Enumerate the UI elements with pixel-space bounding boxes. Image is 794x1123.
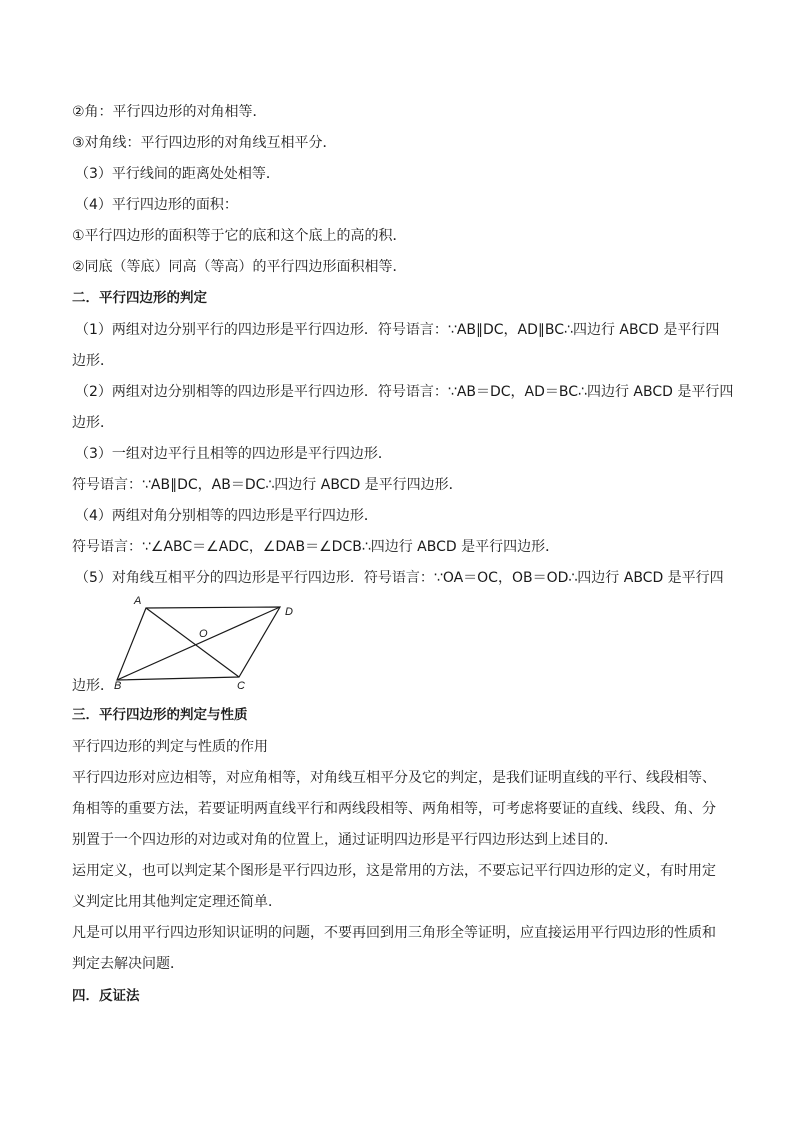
text-line-area-formula: ①平行四边形的面积等于它的底和这个底上的高的积． xyxy=(72,228,407,244)
vertex-label-d: D xyxy=(285,606,293,618)
text-line-area-heading: （4）平行四边形的面积： xyxy=(75,197,238,213)
vertex-label-c: C xyxy=(237,680,245,692)
text-line-parallel-distance: （3）平行线间的距离处处相等． xyxy=(75,166,280,182)
text-line-role-title: 平行四边形的判定与性质的作用 xyxy=(72,739,268,755)
text-line-criterion-2: （2）两组对边分别相等的四边形是平行四边形．符号语言：∵AB＝DC，AD＝BC∴四边行 ABCD 是平行四 xyxy=(75,384,734,400)
text-line-criterion-4-symbol: 符号语言：∵∠ABC＝∠ADC，∠DAB＝∠DCB∴四边行 ABCD 是平行四边形． xyxy=(72,539,560,555)
text-line-diagonal-property: ③对角线：平行四边形的对角线互相平分． xyxy=(72,135,337,151)
section-heading-determination: 二．平行四边形的判定 xyxy=(72,290,207,306)
text-line-criterion-3: （3）一组对边平行且相等的四边形是平行四边形． xyxy=(75,446,392,462)
section-heading-determination-and-properties: 三．平行四边形的判定与性质 xyxy=(72,707,248,723)
text-line-role-2: 角相等的重要方法，若要证明两直线平行和两线段相等、两角相等，可考虑将要证的直线、线段、角、分 xyxy=(72,801,716,817)
vertex-label-a: A xyxy=(134,595,142,607)
text-line-equal-area: ②同底（等底）同高（等高）的平行四边形面积相等． xyxy=(72,259,407,275)
parallelogram-diagram xyxy=(108,593,298,693)
text-line-definition-2: 义判定比用其他判定定理还简单． xyxy=(72,894,282,910)
section-heading-proof-by-contradiction: 四．反证法 xyxy=(72,988,140,1004)
diagonal-ac xyxy=(146,608,239,677)
text-line-criterion-2-cont: 边形． xyxy=(72,415,114,431)
text-line-role-1: 平行四边形对应边相等，对应角相等，对角线互相平分及它的判定，是我们证明直线的平行、线段相等、 xyxy=(72,770,716,786)
text-line-criterion-4: （4）两组对角分别相等的四边形是平行四边形． xyxy=(75,508,378,524)
text-line-advice-2: 判定去解决问题． xyxy=(72,956,184,972)
text-line-definition-1: 运用定义，也可以判定某个图形是平行四边形，这是常用的方法，不要忘记平行四边形的定义，有时用定 xyxy=(72,863,716,879)
center-label-o: O xyxy=(199,628,208,640)
text-line-criterion-5-cont: 边形． xyxy=(72,678,114,694)
text-line-criterion-1-cont: 边形． xyxy=(72,353,114,369)
text-line-criterion-5: （5）对角线互相平分的四边形是平行四边形．符号语言：∵OA＝OC，OB＝OD∴四边行 ABCD 是平行四 xyxy=(75,570,724,586)
text-line-criterion-1: （1）两组对边分别平行的四边形是平行四边形．符号语言：∵AB∥DC，AD∥BC∴四边行 ABCD 是平行四 xyxy=(75,322,720,338)
text-line-angle-property: ②角：平行四边形的对角相等． xyxy=(72,104,267,120)
text-line-criterion-3-symbol: 符号语言：∵AB∥DC，AB＝DC∴四边行 ABCD 是平行四边形． xyxy=(72,477,463,493)
text-line-role-3: 别置于一个四边形的对边或对角的位置上，通过证明四边形是平行四边形达到上述目的． xyxy=(72,832,618,848)
text-line-advice-1: 凡是可以用平行四边形知识证明的问题，不要再回到用三角形全等证明，应直接运用平行四边形的性质和 xyxy=(72,925,716,941)
vertex-label-b: B xyxy=(114,680,122,692)
